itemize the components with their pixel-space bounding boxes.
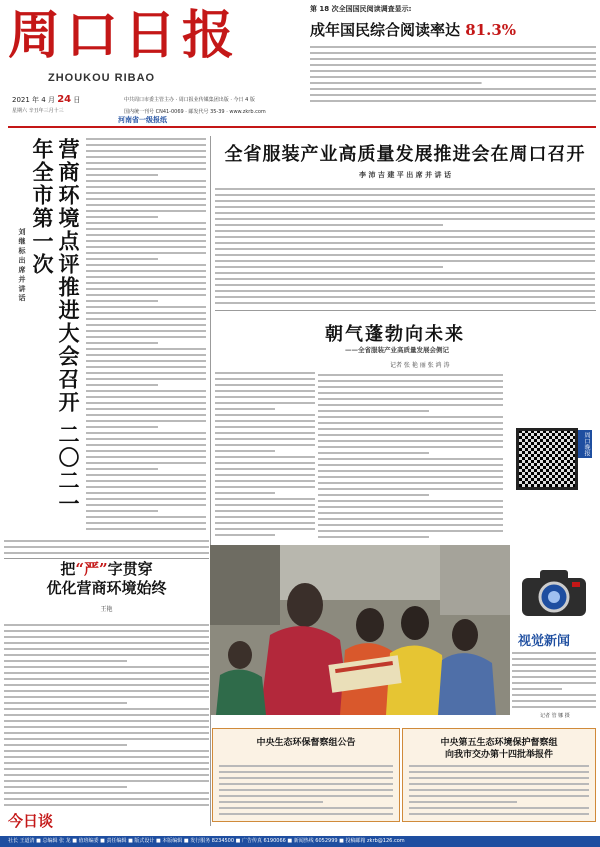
issue-date-day: 24 (57, 94, 72, 105)
news-photo (210, 545, 510, 715)
survey-story (310, 4, 596, 108)
issue-date-suffix: 日 (73, 96, 81, 104)
jintan-logo (8, 810, 88, 830)
photo-caption (512, 650, 596, 710)
lead-headline: 营商环境点评推进大会召开 二〇二一年全市第一次 (30, 138, 81, 516)
survey-headline (310, 19, 596, 40)
survey-kicker: 第 18 次全国国民阅读调查显示: (310, 5, 412, 13)
feature-headline: 朝气蓬勃向未来 (325, 324, 465, 345)
notice-complaint-batch-text (409, 763, 589, 817)
masthead (8, 4, 308, 114)
notice-eco-inspection (212, 728, 400, 822)
jintan-logo-text: 今日谈 (8, 812, 54, 830)
notice-complaint-batch (402, 728, 596, 822)
footer-bar: 社长 王道清 ■ 总编辑 张 龙 ■ 值班编委 ■ 责任编辑 ■ 版式设计 ■ 本版编辑 ■ 发行服务 8234500 ■ 广告传真 6190066 ■ 新闻热线 6052999 ■ 投稿邮箱 zkrb@126.com (0, 836, 600, 847)
notice-complaint-batch-title: 中央第五生态环境保护督察组 向我市交办第十四批举报件 (440, 738, 558, 760)
commentary-body-text (4, 622, 209, 810)
lead-article-text (86, 136, 206, 536)
commentary-author: 王艳 (100, 606, 113, 613)
newspaper-logo-pinyin: ZHOUKOU RIBAO (48, 72, 156, 84)
feature-author: 记者 张 艳 丽 张 鸿 涛 (390, 362, 450, 369)
registration-info: 国内统一刊号 CN41-0069 · 邮发代号 35-39 · www.zkrb.com (124, 109, 266, 115)
site-tag: 河南省一级报纸 (118, 116, 167, 124)
promo-label: 周口晚报 (578, 430, 592, 458)
lead-subline: 刘 继 标 出 席 并 讲 话 (18, 228, 26, 302)
main-subline: 李 沛 吉 建 平 出 席 并 讲 话 (359, 171, 451, 179)
issue-date-prefix: 2021 年 4 月 (12, 96, 55, 104)
visual-news-title: 视觉新闻 (518, 634, 571, 649)
qr-code[interactable] (516, 428, 578, 490)
commentary-title (4, 560, 209, 598)
main-headline: 全省服装产业高质量发展推进会在周口召开 (224, 144, 586, 165)
lead-headline-block (6, 138, 81, 533)
commentary-title-suffix: 字贯穿 (107, 560, 153, 578)
commentary-title-line2: 优化营商环境始终 (46, 579, 167, 597)
notice-eco-inspection-text (219, 763, 393, 817)
feature-text-left (215, 370, 315, 540)
publisher-info: 中共周口市委主管主办 · 周口报业传媒集团出版 · 今日 4 版 (124, 97, 255, 103)
newspaper-logo: 周口日报 (8, 5, 241, 66)
weekday-lunar-date: 星期六 辛丑年三月十三 (12, 108, 64, 114)
survey-body-text (310, 44, 596, 106)
notice-eco-inspection-title: 中央生态环保督察组公告 (256, 738, 356, 748)
masthead-divider (8, 126, 596, 128)
column-divider (210, 136, 211, 826)
section-divider (215, 310, 596, 311)
commentary-title-prefix: 把 (60, 560, 76, 578)
camera-icon (514, 548, 596, 628)
promo-block (510, 420, 596, 540)
photo-credit: 记者 管 娜 摄 (540, 713, 570, 719)
lead-article-text-continued (4, 538, 209, 560)
column-divider (4, 558, 209, 559)
survey-headline-text: 成年国民综合阅读率达 (310, 21, 461, 39)
visual-news-block (514, 548, 596, 648)
commentary (4, 560, 209, 620)
commentary-title-quote: “严” (75, 560, 108, 578)
feature-text-right (318, 372, 503, 542)
issue-date (12, 94, 80, 105)
survey-rate: 81.3% (465, 21, 517, 39)
feature-subline: ——全省服装产业高质量发展会侧记 (345, 346, 449, 354)
main-story-text (215, 186, 595, 306)
